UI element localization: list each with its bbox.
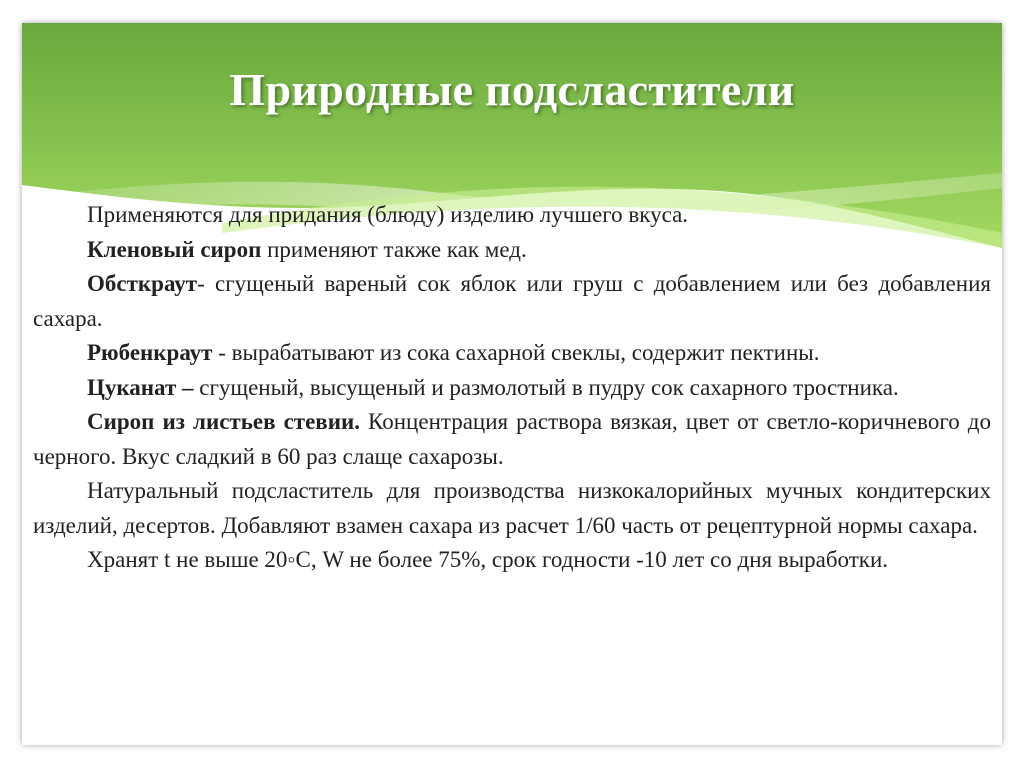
paragraph-usage [33,198,991,233]
term-stevia-syrup: Сироп из листьев стевии. [87,409,360,434]
page-title: Природные подсластители [229,64,795,115]
term-maple-syrup: Кленовый сироп [87,236,262,262]
paragraph-obstkraut [33,267,991,336]
paragraph-text: сгущеный, высущеный и размолотый в пудру сок сахарного тростника. [193,374,899,400]
slide [22,23,1002,745]
paragraph-text: применяют также как мед. [261,236,527,262]
paragraph-text: Хранят t не выше 20◦С, W не более 75%, срок годности -10 лет со дня выработки. [87,547,889,572]
paragraph-storage [33,543,991,578]
slide-body [33,198,991,578]
paragraph-sucanat [33,371,991,406]
term-sucanat: Цуканат – [87,374,194,400]
paragraph-natural-sweetener [33,474,991,543]
paragraph-text: - сгущеный вареный сок яблок или груш с добавлением или без добавления сахара. [33,271,991,331]
term-obstkraut: Обсткраут [87,271,198,296]
paragraph-text: Концентрация раствора вязкая, цвет от светло-коричневого до черного. Вкус сладкий в 60 раз слаще сахарозы. [33,409,991,469]
paragraph-stevia-syrup [33,405,991,474]
paragraph-text: Применяются для придания (блюду) изделию лучшего вкуса. [87,202,689,227]
paragraph-text: - вырабатывают из сока сахарной свеклы, содержит пектины. [212,340,820,365]
paragraph-maple-syrup [33,233,991,268]
term-rubenkraut: Рюбенкраут [87,340,213,365]
paragraph-text: Натуральный подсластитель для производства низкокалорийных мучных кондитерских изделий, десертов. Добавляют взамен сахара из расчет 1/60 часть от рецептурной нормы сахара. [33,478,991,538]
paragraph-rubenkraut [33,336,991,371]
